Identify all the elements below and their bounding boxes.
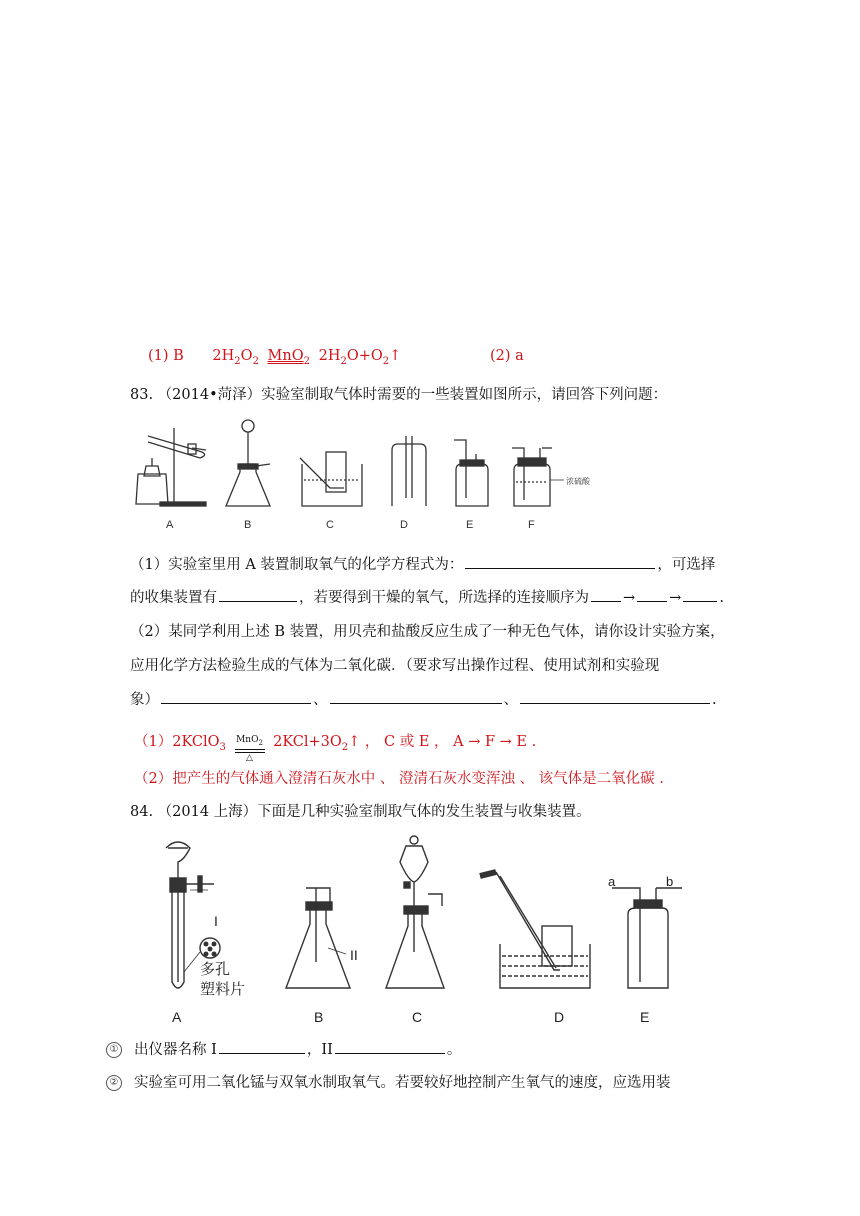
q83-p1-line2: 的收集装置有 ，若要得到干燥的氧气，所选择的连接顺序为 → → . — [130, 586, 724, 607]
catalyst-label: MnO$_2$ — [267, 348, 310, 367]
fig84-label-ii: II — [350, 947, 358, 963]
apparatus-b — [226, 420, 270, 506]
blank-phenomenon[interactable] — [520, 689, 710, 704]
apparatus-84-d — [480, 872, 590, 988]
fig84-label-porous: 多孔 — [200, 961, 231, 978]
apparatus-84-e — [612, 888, 682, 988]
blank-order-1[interactable] — [591, 587, 621, 602]
fig83-label-a: A — [166, 519, 174, 531]
fig84-label-plastic: 塑料片 — [200, 981, 246, 998]
apparatus-84-c — [386, 836, 444, 988]
fig84-label-d: D — [554, 1009, 565, 1025]
answer-82-line — [148, 348, 524, 367]
apparatus-c — [300, 452, 362, 506]
answer-82-part1: (1) B — [148, 348, 184, 364]
fig84-label-a-tube: a — [608, 874, 616, 889]
q83-answer-1: （1）2KClO$_3$ MnO$_2$ △ $2KCl+3O_2↑$ ， C 或 E ， A → F → E . — [134, 734, 537, 763]
blank-collection[interactable] — [219, 587, 297, 602]
q84-stem: 84. （2014 上海）下面是几种实验室制取气体的发生装置与收集装置。 — [130, 804, 591, 820]
q83-p2-line1: （2）某同学利用上述 B 装置，用贝壳和盐酸反应生成了一种无色气体，请你设计实验方案， — [130, 624, 725, 640]
fig84-label-b: B — [314, 1009, 324, 1025]
apparatus-e — [454, 440, 488, 506]
q83-answer-2: （2）把产生的气体通入澄清石灰水中 、 澄清石灰水变浑浊 、 该气体是二氧化碳 . — [134, 771, 664, 787]
q84-item2: ② 实验室可用二氧化锰与双氧水制取氧气。若要较好地控制产生氧气的速度，应选用装 — [106, 1071, 671, 1092]
blank-operation[interactable] — [161, 689, 311, 704]
fig84-label-i: I — [214, 913, 218, 929]
q83-p1-line1: （1）实验室里用 A 装置制取氧气的化学方程式为： ，可选择 — [130, 553, 715, 574]
item-number-2: ② — [106, 1075, 122, 1091]
fig83-label-c: C — [326, 519, 334, 531]
fig84-label-a: A — [172, 1009, 182, 1025]
q83-stem: 83. （2014•菏泽）实验室制取气体时需要的一些装置如图所示，请回答下列问题： — [130, 387, 668, 403]
blank-reagent[interactable] — [330, 689, 502, 704]
reaction-condition: MnO$_2$ △ — [236, 735, 263, 763]
fig84-label-c: C — [412, 1009, 423, 1025]
fig83-label-f: F — [528, 519, 535, 531]
fig83-label-d: D — [400, 519, 408, 531]
blank-order-3[interactable] — [683, 587, 717, 602]
apparatus-a — [136, 428, 206, 506]
fig83-label-e: E — [466, 519, 474, 531]
q84-item1: ① 出仪器名称 I ，II 。 — [106, 1038, 461, 1059]
answer-82-equation: $2H_2O_2$ MnO$_2$ $2H_2O+O_2↑$ — [212, 348, 402, 367]
item-number-1: ① — [106, 1042, 122, 1058]
blank-order-2[interactable] — [637, 587, 667, 602]
q84-apparatus-figure — [150, 832, 700, 1026]
fig83-note: 浓硫酸 — [566, 477, 590, 486]
apparatus-84-b — [286, 888, 350, 988]
answer-82-part2: (2) a — [489, 348, 524, 364]
fig83-label-b: B — [244, 519, 252, 531]
fig84-label-b-tube: b — [666, 874, 674, 889]
blank-instrument-ii[interactable] — [335, 1039, 445, 1054]
apparatus-f — [512, 448, 564, 506]
blank-instrument-i[interactable] — [219, 1039, 305, 1054]
apparatus-d — [392, 436, 426, 506]
blank-equation[interactable] — [465, 554, 655, 569]
q83-p2-line2: 应用化学方法检验生成的气体为二氧化碳．（要求写出操作过程、使用试剂和实验现 — [130, 658, 660, 674]
q83-p2-line3: 象） 、 、 . — [130, 688, 717, 709]
fig84-label-e: E — [640, 1009, 650, 1025]
q83-apparatus-figure — [130, 414, 610, 536]
